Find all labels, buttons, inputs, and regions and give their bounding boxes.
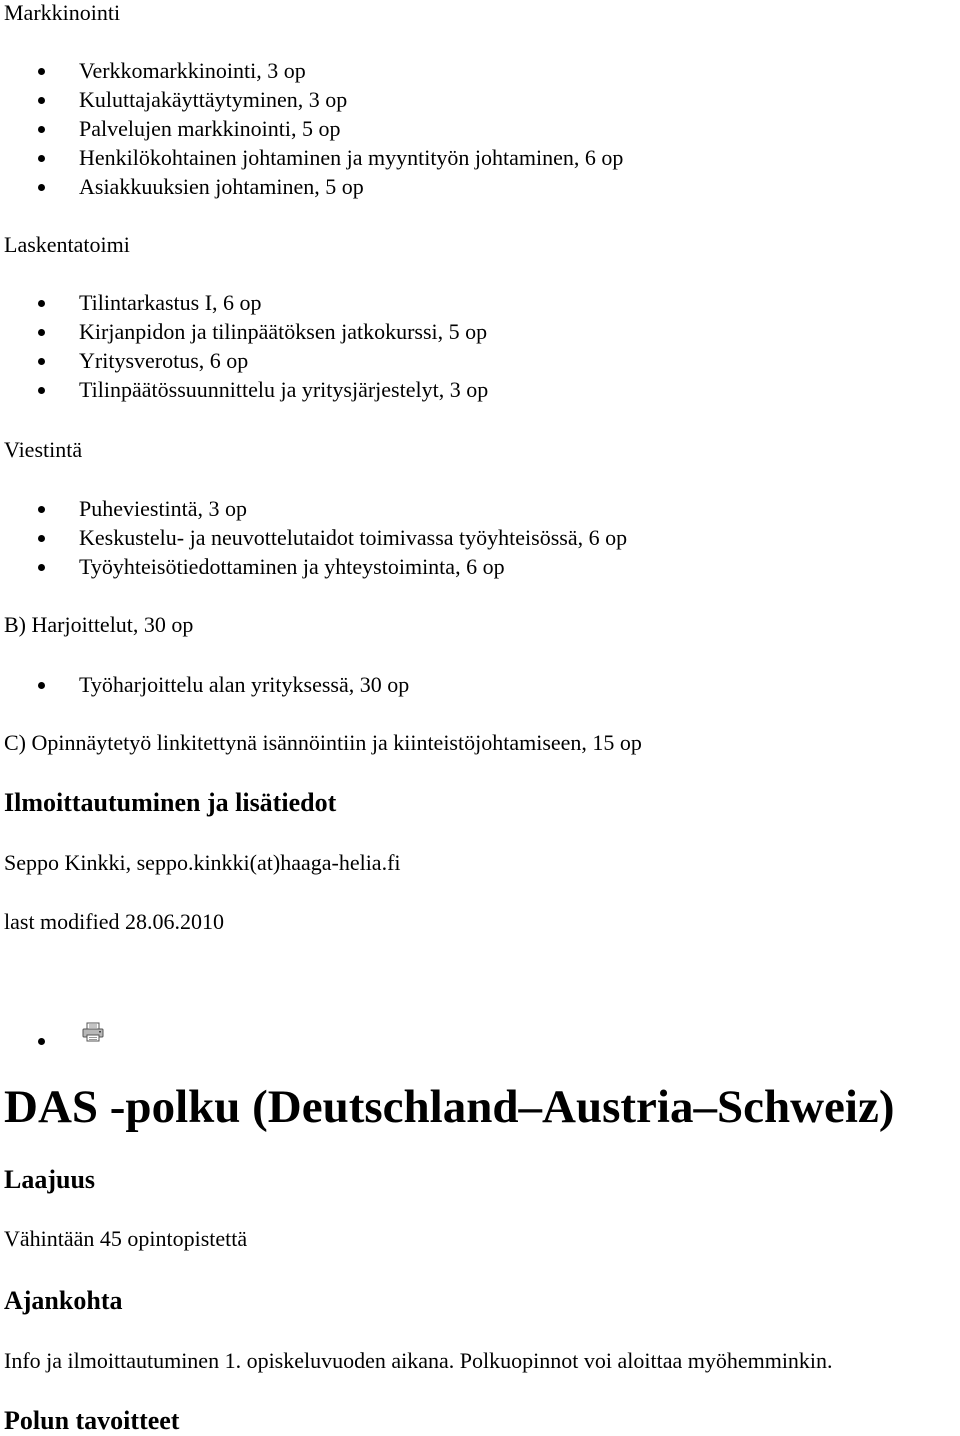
list-item: Asiakkuuksien johtaminen, 5 op: [4, 172, 954, 201]
print-list-item: [38, 1020, 118, 1050]
bullet-icon: [38, 300, 45, 307]
course-list-harjoittelut: [4, 670, 954, 699]
bullet-icon: [38, 97, 45, 104]
list-item: Työyhteisötiedottaminen ja yhteystoiminta, 6 op: [4, 552, 954, 581]
thesis-text: C) Opinnäytetyö linkitettynä isännöintiin ja kiinteistöjohtamiseen, 15 op: [4, 730, 642, 755]
bullet-icon: [38, 358, 45, 365]
list-item: Palvelujen markkinointi, 5 op: [4, 114, 954, 143]
course-list-laskentatoimi: [4, 288, 954, 404]
printer-icon-svg: [82, 1022, 104, 1042]
bullet-icon: [38, 506, 45, 513]
contact-text: Seppo Kinkki, seppo.kinkki(at)haaga-helia.fi: [4, 850, 401, 875]
bullet-icon: [38, 682, 45, 689]
section-heading-harjoittelut: B) Harjoittelut, 30 op: [4, 612, 194, 637]
bullet-icon: [38, 564, 45, 571]
timing-text: Info ja ilmoittautuminen 1. opiskeluvuoden aikana. Polkuopinnot voi aloittaa myöhemminkin.: [4, 1348, 833, 1373]
bullet-icon: [38, 535, 45, 542]
list-item: Kirjanpidon ja tilinpäätöksen jatkokurssi, 5 op: [4, 317, 954, 346]
list-item: Verkkomarkkinointi, 3 op: [4, 56, 954, 85]
course-list-markkinointi: [4, 56, 954, 201]
bullet-icon: [38, 126, 45, 133]
last-modified-text: last modified 28.06.2010: [4, 909, 224, 934]
bullet-icon: [38, 1038, 45, 1045]
das-title: DAS -polku (Deutschland–Austria–Schweiz): [4, 1081, 895, 1133]
section-heading-markkinointi: Markkinointi: [4, 0, 121, 25]
list-item: Työharjoittelu alan yrityksessä, 30 op: [4, 670, 954, 699]
bullet-icon: [38, 155, 45, 162]
scope-text: Vähintään 45 opintopistettä: [4, 1226, 248, 1251]
list-item: Tilintarkastus I, 6 op: [4, 288, 954, 317]
list-item: Tilinpäätössuunnittelu ja yritysjärjestelyt, 3 op: [4, 375, 954, 404]
bullet-icon: [38, 329, 45, 336]
registration-heading: Ilmoittautuminen ja lisätiedot: [4, 788, 337, 817]
list-item: Puheviestintä, 3 op: [4, 494, 954, 523]
scope-heading: Laajuus: [4, 1165, 96, 1194]
section-heading-viestinta: Viestintä: [4, 437, 83, 462]
course-list-viestinta: [4, 494, 954, 581]
list-item: Yritysverotus, 6 op: [4, 346, 954, 375]
bullet-icon: [38, 68, 45, 75]
list-item: Kuluttajakäyttäytyminen, 3 op: [4, 85, 954, 114]
printer-icon[interactable]: [82, 1022, 104, 1042]
timing-heading: Ajankohta: [4, 1286, 123, 1315]
bullet-icon: [38, 387, 45, 394]
goals-heading: Polun tavoitteet: [4, 1406, 180, 1435]
section-heading-laskentatoimi: Laskentatoimi: [4, 232, 130, 257]
list-item: Henkilökohtainen johtaminen ja myyntityön johtaminen, 6 op: [4, 143, 954, 172]
bullet-icon: [38, 184, 45, 191]
list-item: Keskustelu- ja neuvottelutaidot toimivassa työyhteisössä, 6 op: [4, 523, 954, 552]
